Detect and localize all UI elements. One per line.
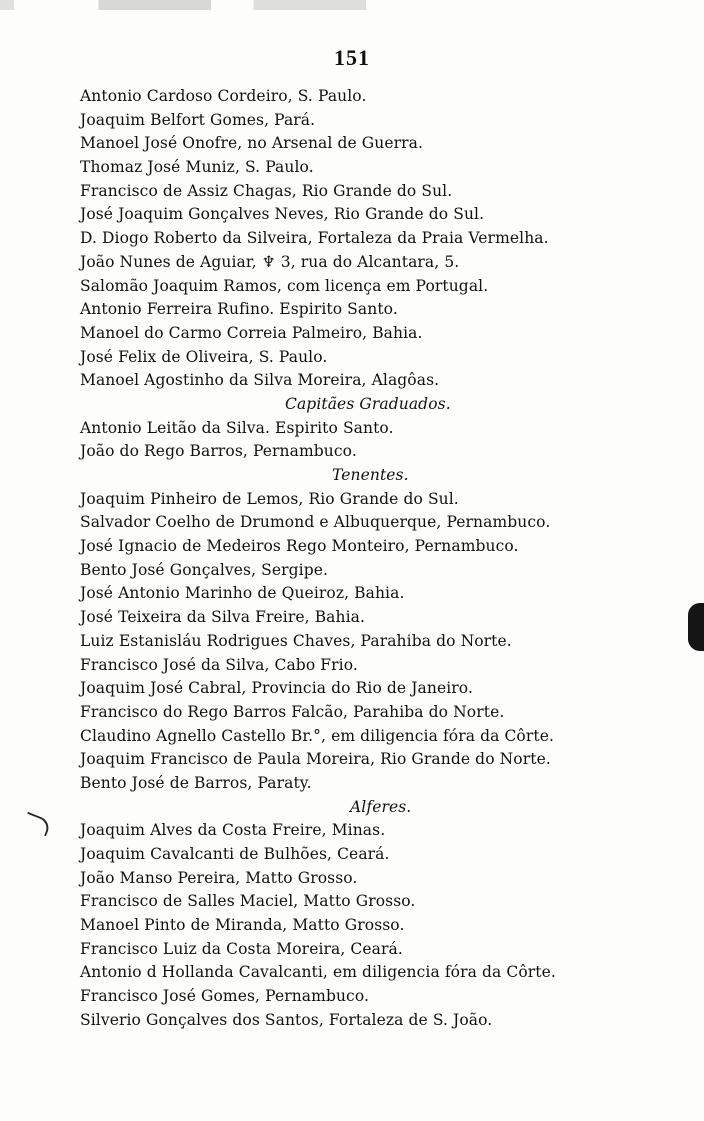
list-entry: José Antonio Marinho de Queiroz, Bahia. (80, 584, 405, 603)
list-entry: Joaquim Cavalcanti de Bulhões, Ceará. (80, 845, 390, 863)
list-entry: Francisco do Rego Barros Falcão, Parahiba do Norte. (80, 702, 505, 721)
list-entry: João do Rego Barros, Pernambuco. (80, 442, 357, 461)
list-entry: Manoel do Carmo Correia Palmeiro, Bahia. (80, 323, 423, 342)
list-entry: Antonio Leitão da Silva. Espirito Santo. (80, 418, 394, 437)
list-entry: Francisco de Salles Maciel, Matto Grosso. (80, 892, 416, 911)
list-entry: Antonio Ferreira Rufino. Espirito Santo. (80, 300, 398, 319)
list-entry: João Nunes de Aguiar, ♆ 3, rua do Alcantara, 5. (80, 252, 460, 271)
section-heading-tenentes: Tenentes. (332, 466, 409, 484)
list-entry: Francisco José Gomes, Pernambuco. (80, 987, 370, 1006)
list-entry: Thomaz José Muniz, S. Paulo. (80, 158, 314, 177)
list-entry: Luiz Estanisláu Rodrigues Chaves, Parahiba do Norte. (80, 631, 512, 650)
list-entry: José Felix de Oliveira, S. Paulo. (80, 347, 328, 366)
list-entry: Manoel Pinto de Miranda, Matto Grosso. (80, 916, 405, 935)
officer-list (80, 85, 695, 1033)
list-entry: Joaquim Pinheiro de Lemos, Rio Grande do Sul. (80, 489, 459, 508)
list-entry: Bento José de Barros, Paraty. (80, 773, 312, 792)
list-entry: Antonio Cardoso Cordeiro, S. Paulo. (80, 87, 367, 105)
page-number: 151 (334, 45, 370, 70)
list-entry: Silverio Gonçalves dos Santos, Fortaleza de S. João. (80, 1010, 493, 1029)
list-entry: Manoel Agostinho da Silva Moreira, Alagôas. (80, 371, 440, 390)
list-entry: Manoel José Onofre, no Arsenal de Guerra. (80, 134, 424, 153)
list-entry: José Teixeira da Silva Freire, Bahia. (80, 608, 366, 627)
list-entry: Francisco José da Silva, Cabo Frio. (80, 655, 358, 674)
list-entry: João Manso Pereira, Matto Grosso. (80, 868, 358, 887)
list-entry: Francisco de Assiz Chagas, Rio Grande do Sul. (80, 181, 453, 200)
section-heading-capitaes-graduados: Capitães Graduados. (285, 394, 451, 413)
list-entry: Joaquim Alves da Costa Freire, Minas. (80, 821, 386, 840)
list-entry: D. Diogo Roberto da Silveira, Fortaleza da Praia Vermelha. (80, 229, 549, 248)
list-entry: José Joaquim Gonçalves Neves, Rio Grande do Sul. (80, 205, 485, 224)
stray-pen-mark (22, 812, 52, 837)
list-entry: Joaquim Belfort Gomes, Pará. (80, 110, 316, 129)
list-entry: Francisco Luiz da Costa Moreira, Ceará. (80, 939, 403, 958)
list-entry: José Ignacio de Medeiros Rego Monteiro, Pernambuco. (80, 537, 519, 556)
section-heading-alferes: Alferes. (350, 797, 412, 816)
list-entry: Antonio d Hollanda Cavalcanti, em diligencia fóra da Côrte. (80, 963, 556, 982)
ink-blot-mark (688, 603, 704, 651)
list-entry: Joaquim Francisco de Paula Moreira, Rio Grande do Norte. (80, 750, 551, 769)
scan-top-edge-noise (0, 0, 704, 10)
list-entry: Salvador Coelho de Drumond e Albuquerque, Pernambuco. (80, 513, 551, 532)
list-entry: Joaquim José Cabral, Provincia do Rio de Janeiro. (80, 679, 473, 698)
list-entry: Salomão Joaquim Ramos, com licença em Portugal. (80, 276, 489, 295)
list-entry: Bento José Gonçalves, Sergipe. (80, 560, 329, 579)
list-entry: Claudino Agnello Castello Br.°, em diligencia fóra da Côrte. (80, 726, 555, 745)
